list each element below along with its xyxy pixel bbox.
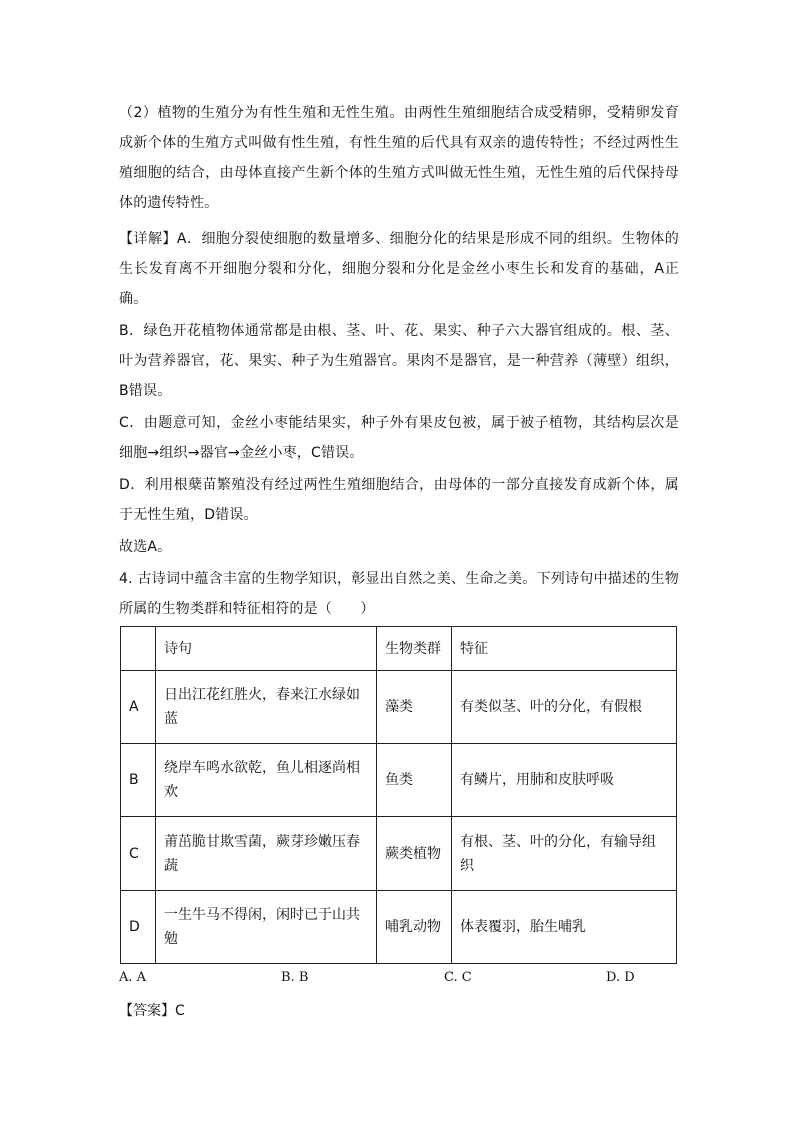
option-b: B. B [281,970,309,985]
table-cell: D [121,891,156,964]
table-header-cell [121,627,156,671]
option-a: A. A [119,970,147,985]
choice-statement: 故选A。 [119,539,172,555]
table-header-cell: 特征 [452,627,677,671]
table-cell: B [121,744,156,817]
table-cell: 体表覆羽，胎生哺乳 [452,891,677,964]
option-d: D. D [606,970,635,985]
table-cell: 绕岸车鸣水欲乾，鱼儿相逐尚相欢 [156,744,377,817]
table-cell: 日出江花红胜火，春来江水绿如蓝 [156,671,377,744]
table-cell: A [121,671,156,744]
answer-options [119,966,679,992]
table-cell: 鱼类 [377,744,452,817]
table-cell: C [121,817,156,891]
analysis-point-2: （2）植物的生殖分为有性生殖和无性生殖。由两性生殖细胞结合成受精卵，受精卵发育成新个体的生殖方式叫做有性生殖，有性生殖的后代具有双亲的遗传特性；不经过两性生殖细胞的结合，由母体直接产生新个体的生殖方式叫做无性生殖，无性生殖的后代保持母体的遗传特性。 [119,105,679,211]
table-header-row [121,627,677,671]
table-cell: 有类似茎、叶的分化，有假根 [452,671,677,744]
question-4-stem: 4. 古诗词中蕴含丰富的生物学知识，彰显出自然之美、生命之美。下列诗句中描述的生物所属的生物类群和特征相符的是（ ） [119,571,679,617]
table-row [121,891,677,964]
answer-line: 【答案】C [119,1003,185,1019]
table-cell: 莆茁脆甘欺雪菌，蕨芽珍嫩压春蔬 [156,817,377,891]
table-row [121,744,677,817]
table-cell: 藻类 [377,671,452,744]
table-cell: 有根、茎、叶的分化，有输导组织 [452,817,677,891]
table-cell: 一生牛马不得闲，闲时已于山共勉 [156,891,377,964]
table-cell: 有鳞片，用肺和皮肤呼吸 [452,744,677,817]
detail-a [119,224,679,314]
option-c: C. C [444,970,472,985]
detail-label: 【详解】 [119,231,177,247]
detail-a-text: A．细胞分裂使细胞的数量增多、细胞分化的结果是形成不同的组织。生物体的生长发育离不开细胞分裂和分化，细胞分裂和分化是金丝小枣生长和发育的基础，A正确。 [119,231,679,307]
table-header-cell: 诗句 [156,627,377,671]
table-header-cell: 生物类群 [377,627,452,671]
detail-d: D．利用根蘖苗繁殖没有经过两性生殖细胞结合，由母体的一部分直接发育成新个体，属于无性生殖，D错误。 [119,477,679,523]
question-4-table [120,626,677,964]
table-cell: 哺乳动物 [377,891,452,964]
detail-c: C．由题意可知，金丝小枣能结果实，种子外有果皮包被，属于被子植物，其结构层次是细胞→组织→器官→金丝小枣，C错误。 [119,415,679,461]
table-cell: 蕨类植物 [377,817,452,891]
detail-b: B．绿色开花植物体通常都是由根、茎、叶、花、果实、种子六大器官组成的。根、茎、叶为营养器官，花、果实、种子为生殖器官。果肉不是器官，是一种营养（薄壁）组织，B错误。 [119,323,679,399]
table-row [121,671,677,744]
table-row [121,817,677,891]
